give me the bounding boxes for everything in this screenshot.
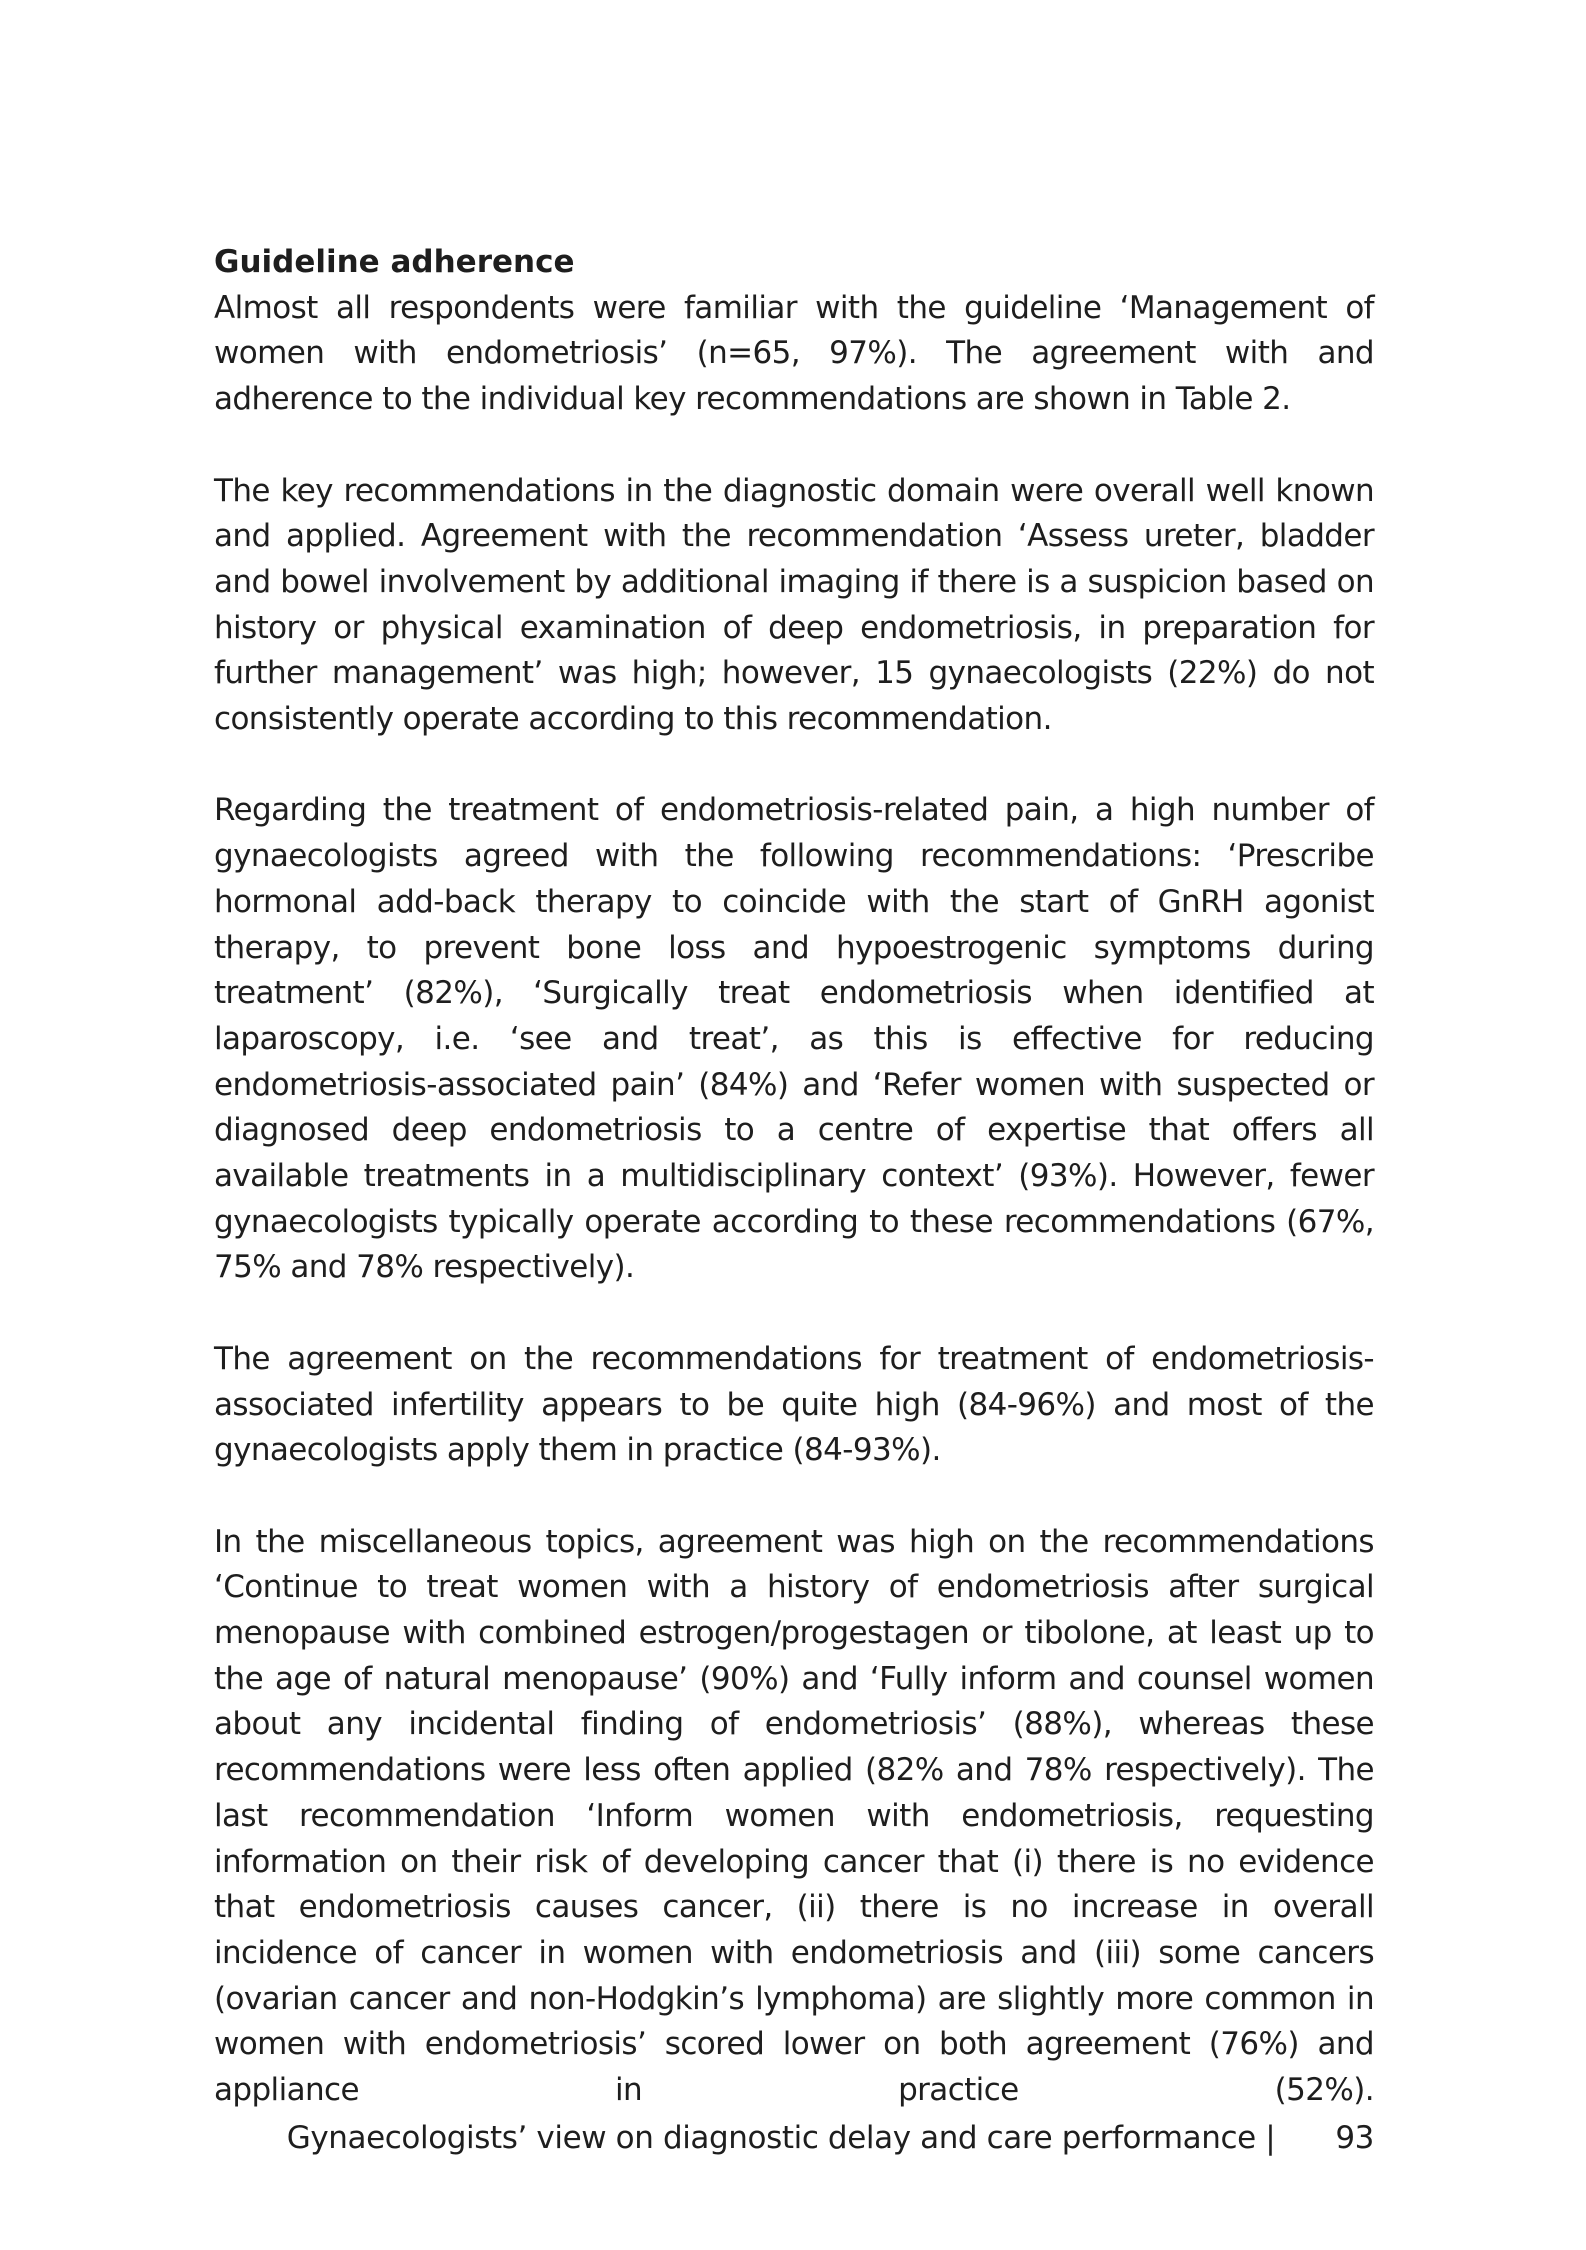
running-footer [214,2118,1374,2158]
paragraph-infertility: The agreement on the recommendations for treatment of endometriosis-associated infertility appears to be quite high (84-96%) and most of the gynaecologists apply them in practice (84-93%). [214,1340,1374,1469]
paragraph-diagnostic-domain: The key recommendations in the diagnostic domain were overall well known and applied. Agreement with the recommendation ‘Assess ureter, bladder and bowel involvement by additional imaging if there is a suspicion based on history or physical examination of deep endometriosis, in preparation for further management’ was high; however, 15 gynaecologists (22%) do not consistently operate according to this recommendation. [214,472,1374,738]
section-heading: Guideline adherence [214,244,575,280]
paragraph-familiarity: Almost all respondents were familiar with the guideline ‘Management of women with endometriosis’ (n=65, 97%). The agreement with and adherence to the individual key recommendations are shown in Table 2. [214,289,1374,418]
footer-running-title: Gynaecologists’ view on diagnostic delay and care performance | [286,2120,1276,2156]
paragraph-pain-treatment: Regarding the treatment of endometriosis-related pain, a high number of gynaecologists agreed with the following recommendations: ‘Prescribe hormonal add-back therapy to coincide with the start of GnRH agonist therapy, to prevent bone loss and hypoestrogenic symptoms during treatment’ (82%), ‘Surgically treat endometriosis when identified at laparoscopy, i.e. ‘see and treat’, as this is effective for reducing endometriosis-associated pain’ (84%) and ‘Refer women with suspected or diagnosed deep endometriosis to a centre of expertise that offers all available treatments in a multidisciplinary context’ (93%). However, fewer gynaecologists typically operate according to these recommendations (67%, 75% and 78% respectively). [214,792,1374,1286]
page-body [214,240,1374,2114]
page-number: 93 [1335,2120,1374,2156]
paragraph-miscellaneous: In the miscellaneous topics, agreement was high on the recommendations ‘Continue to treat women with a history of endometriosis after surgical menopause with combined estrogen/progestagen or tibolone, at least up to the age of natural menopause’ (90%) and ‘Fully inform and counsel women about any incidental finding of endometriosis’ (88%), whereas these recommendations were less often applied (82% and 78% respectively). The last recommendation ‘Inform women with endometriosis, requesting information on their risk of developing cancer that (i) there is no evidence that endometriosis causes cancer, (ii) there is no increase in overall incidence of cancer in women with endometriosis and (iii) some cancers (ovarian cancer and non-Hodgkin’s lymphoma) are slightly more common in women with endometriosis’ scored lower on both agreement (76%) and appliance in practice (52%). [214,1523,1374,2109]
